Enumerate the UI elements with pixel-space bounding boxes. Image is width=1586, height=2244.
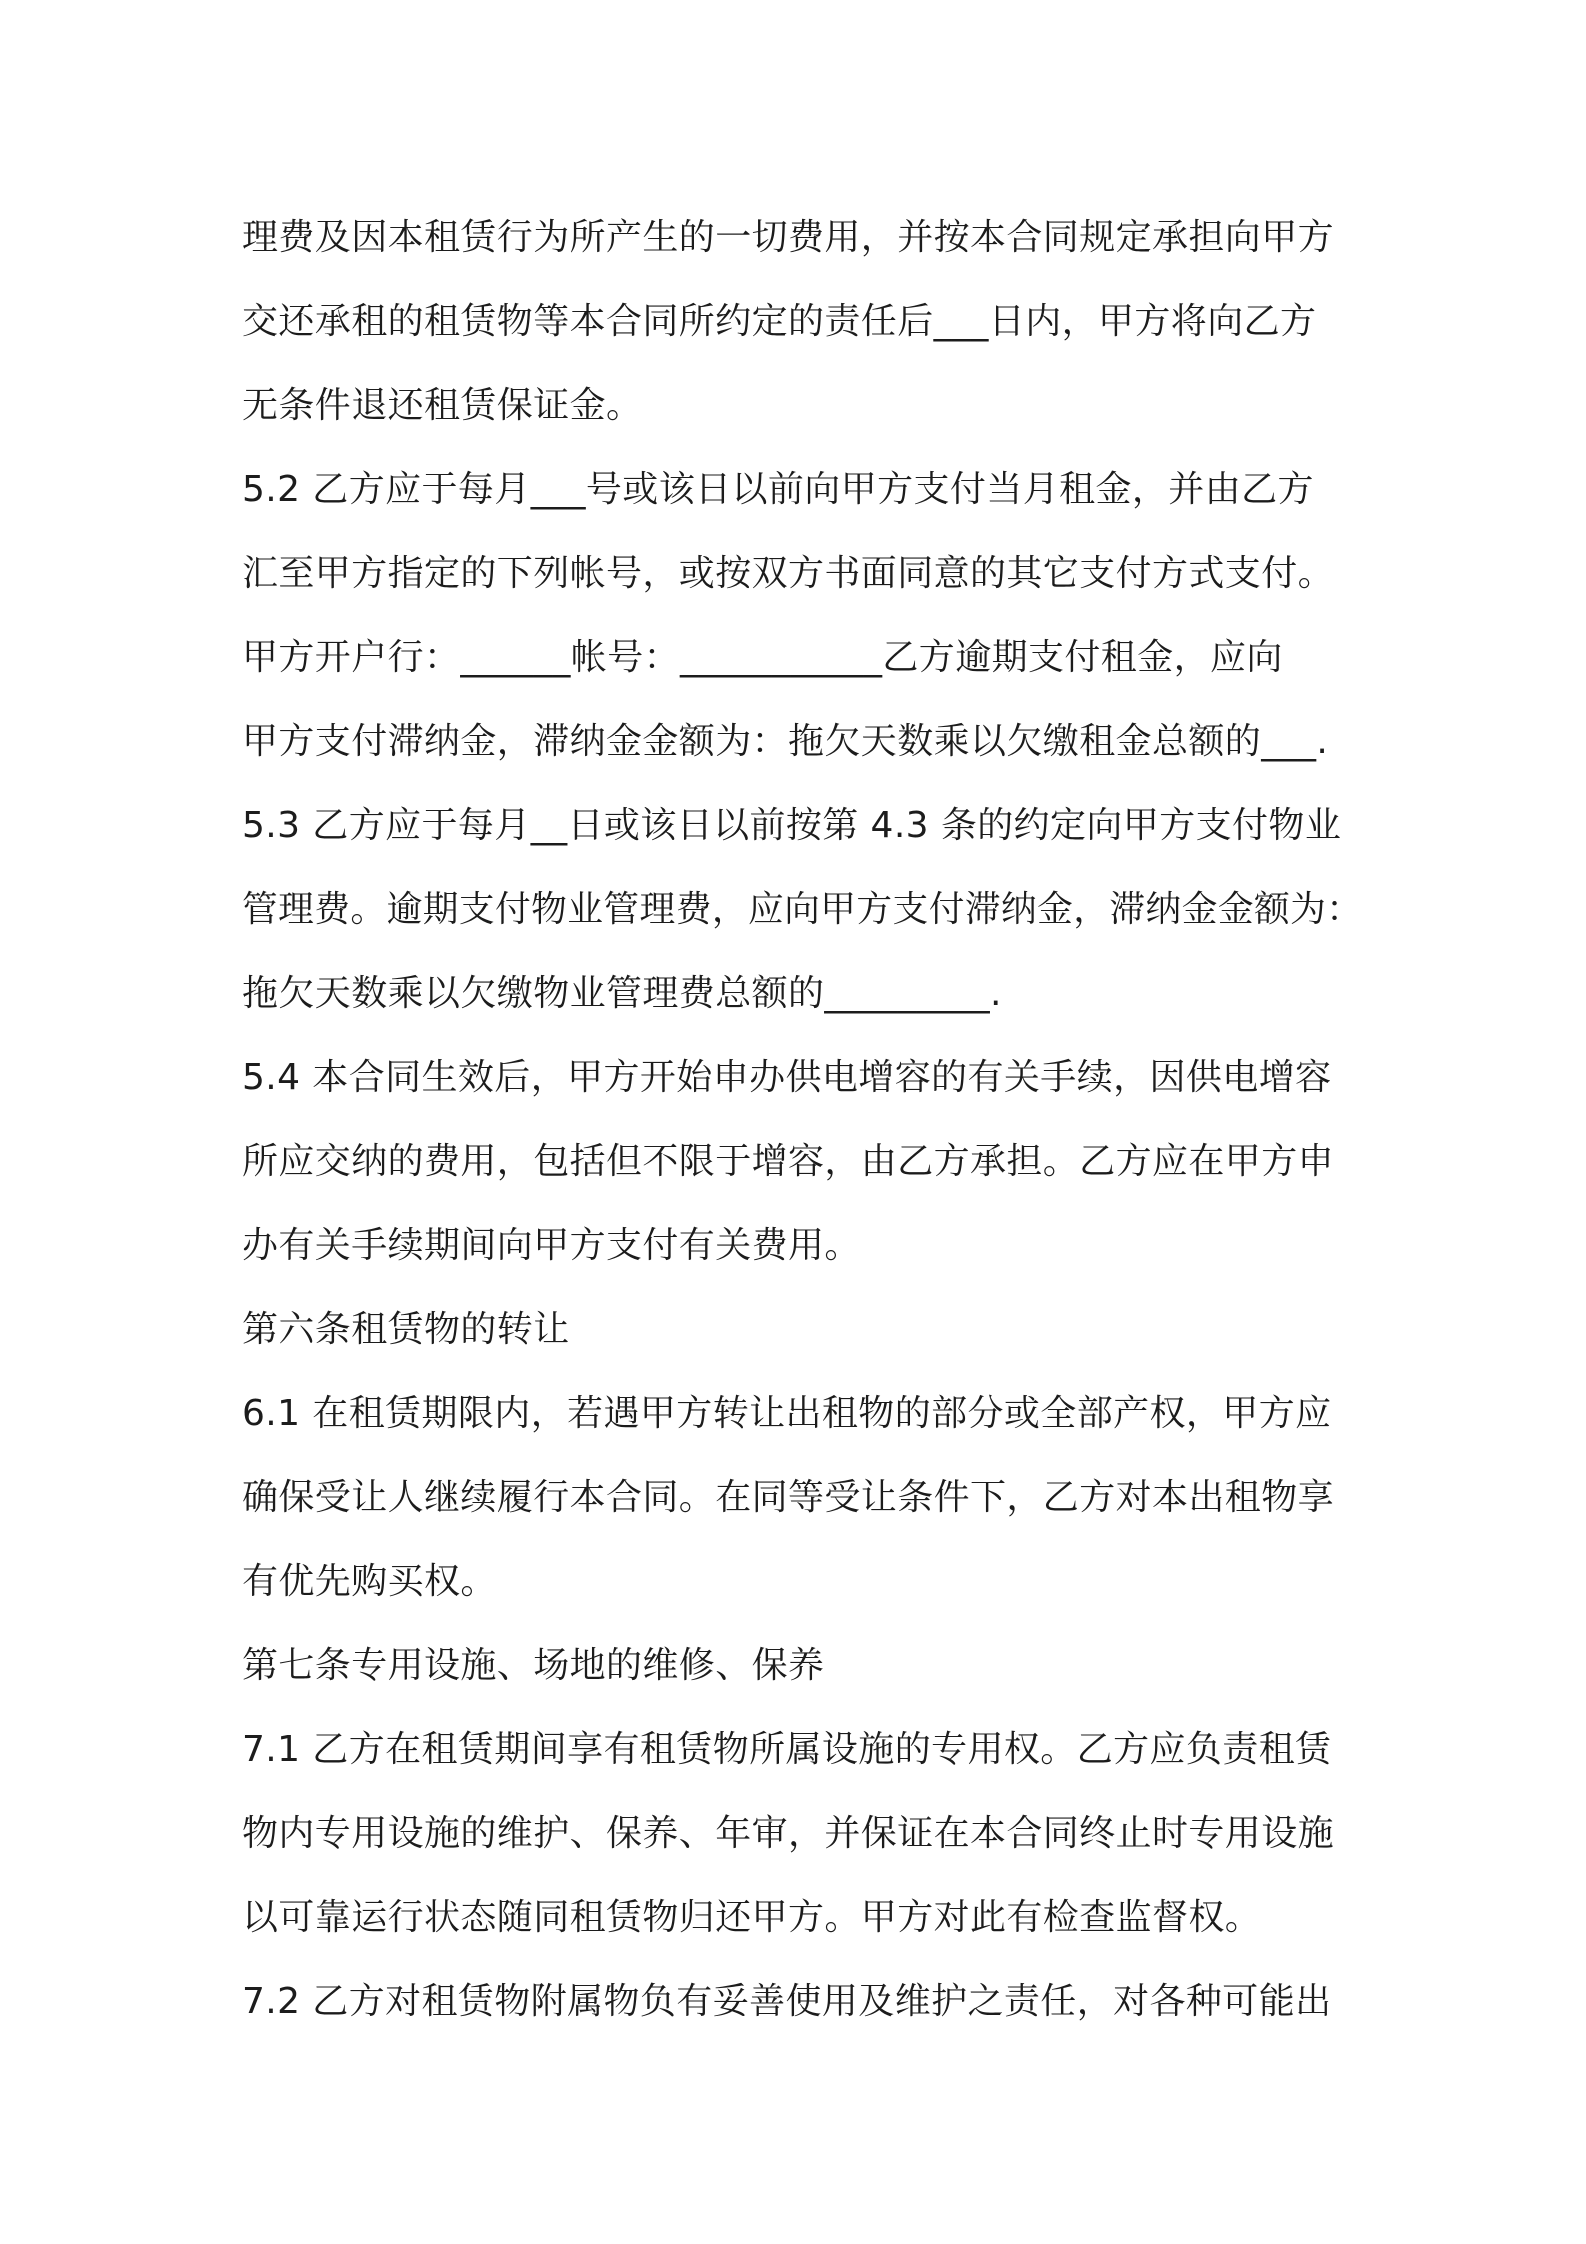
document-body [242,196,1362,2044]
clause-5-3-line: 5.3 乙方应于每月__日或该日以前按第 4.3 条的约定向甲方支付物业 [242,805,1342,846]
text-line: 甲方支付滞纳金，滞纳金金额为：拖欠天数乘以欠缴租金总额的___. [242,721,1329,762]
clause-7-1-line: 7.1 乙方在租赁期间享有租赁物所属设施的专用权。乙方应负责租赁 [242,1729,1332,1770]
text-line: 确保受让人继续履行本合同。在同等受让条件下，乙方对本出租物享 [242,1477,1335,1518]
text-line: 无条件退还租赁保证金。 [242,385,643,426]
text-line: 拖欠天数乘以欠缴物业管理费总额的_________. [242,973,1002,1014]
text-line: 汇至甲方指定的下列帐号，或按双方书面同意的其它支付方式支付。 [242,553,1335,594]
text-line: 所应交纳的费用，包括但不限于增容，由乙方承担。乙方应在甲方申 [242,1141,1335,1182]
clause-5-2-line: 5.2 乙方应于每月___号或该日以前向甲方支付当月租金，并由乙方 [242,469,1314,510]
text-line: 理费及因本租赁行为所产生的一切费用，并按本合同规定承担向甲方 [242,217,1335,258]
text-line: 物内专用设施的维护、保养、年审，并保证在本合同终止时专用设施 [242,1813,1335,1854]
clause-6-1-line: 6.1 在租赁期限内，若遇甲方转让出租物的部分或全部产权，甲方应 [242,1393,1332,1434]
clause-7-2-line: 7.2 乙方对租赁物附属物负有妥善使用及维护之责任，对各种可能出 [242,1981,1332,2022]
text-line: 管理费。逾期支付物业管理费，应向甲方支付滞纳金，滞纳金金额为： [242,889,1363,930]
article-7-heading: 第七条专用设施、场地的维修、保养 [242,1645,825,1686]
text-line: 有优先购买权。 [242,1561,497,1602]
text-line: 办有关手续期间向甲方支付有关费用。 [242,1225,861,1266]
text-line: 交还承租的租赁物等本合同所约定的责任后___日内，甲方将向乙方 [242,301,1317,342]
text-line: 以可靠运行状态随同租赁物归还甲方。甲方对此有检查监督权。 [242,1897,1262,1938]
clause-5-4-line: 5.4 本合同生效后，甲方开始申办供电增容的有关手续，因供电增容 [242,1057,1332,1098]
text-line: 甲方开户行：______帐号：___________乙方逾期支付租金，应向 [242,637,1283,678]
article-6-heading: 第六条租赁物的转让 [242,1309,570,1350]
